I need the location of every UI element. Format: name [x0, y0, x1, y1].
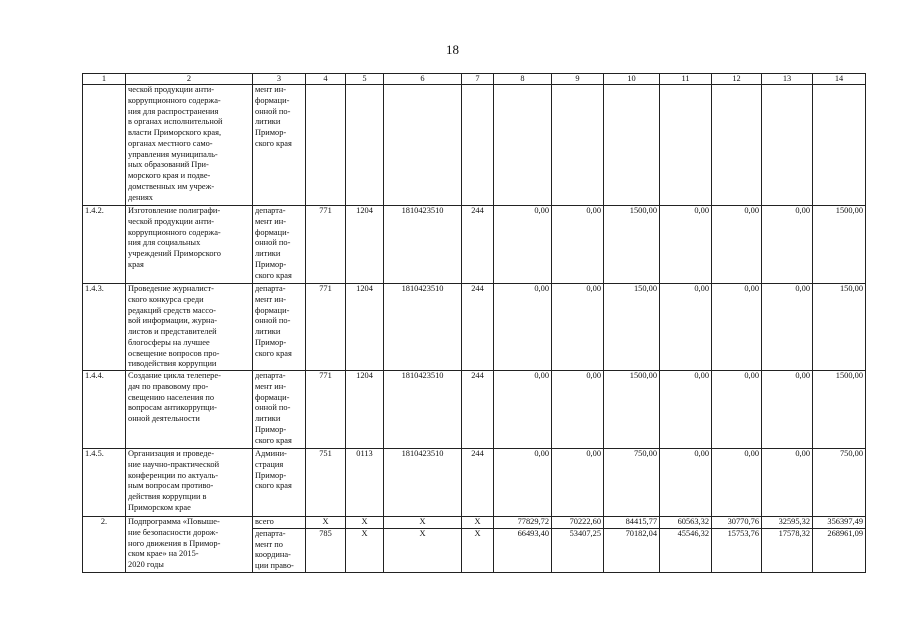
subprogram-executor: департа- мент по координа- ции право- — [253, 528, 306, 572]
cell-section: X — [346, 517, 384, 529]
cell-2017: 150,00 — [604, 284, 660, 371]
cell-grbs: 771 — [306, 206, 346, 284]
column-number-row — [83, 74, 866, 85]
cell-expense-type: 244 — [462, 206, 494, 284]
cell-total: 1500,00 — [813, 371, 866, 449]
cell-expense-type: 244 — [462, 284, 494, 371]
cell-2016 — [552, 85, 604, 206]
budget-table — [82, 73, 866, 573]
cell-2017: 84415,77 — [604, 517, 660, 529]
cell-grbs: 771 — [306, 371, 346, 449]
cell-2015: 66493,40 — [494, 528, 552, 572]
item-executor: департа- мент ин- формаци- онной по- литики Примор- ского края — [253, 206, 306, 284]
item-name: Организация и проведе- ние научно-практической конференции по актуаль- ным вопросам противо- действия коррупции в Приморском крае — [126, 449, 253, 517]
cell-2016: 0,00 — [552, 206, 604, 284]
cell-target: X — [384, 517, 462, 529]
cell-2017: 1500,00 — [604, 206, 660, 284]
cell-2020: 0,00 — [762, 371, 813, 449]
subprogram-number: 2. — [83, 517, 126, 573]
cell-grbs: 771 — [306, 284, 346, 371]
column-header: 13 — [762, 74, 813, 85]
item-name: Проведение журналист- ского конкурса среди редакций средств массо- вой информации, журна- листов и представителей блогосферы на лучшее освещение вопросов про- тиводействия коррупции — [126, 284, 253, 371]
cell-section: 1204 — [346, 206, 384, 284]
cell-2020: 32595,32 — [762, 517, 813, 529]
cell-section: X — [346, 528, 384, 572]
subprogram-total-label: всего — [253, 517, 306, 529]
item-executor: департа- мент ин- формаци- онной по- литики Примор- ского края — [253, 284, 306, 371]
column-header: 10 — [604, 74, 660, 85]
cell-2015 — [494, 85, 552, 206]
cell-section: 1204 — [346, 371, 384, 449]
column-header: 1 — [83, 74, 126, 85]
cell-total: 356397,49 — [813, 517, 866, 529]
cell-2015: 0,00 — [494, 284, 552, 371]
item-name: Создание цикла телепере- дач по правовому про- свещению населения по вопросам антикоррупци- онной деятельности — [126, 371, 253, 449]
cell-target: 1810423510 — [384, 371, 462, 449]
cell-2016: 0,00 — [552, 371, 604, 449]
cell-2019: 0,00 — [712, 449, 762, 517]
cell-2015: 0,00 — [494, 371, 552, 449]
cell-target: X — [384, 528, 462, 572]
cell-2015: 77829,72 — [494, 517, 552, 529]
cell-expense-type — [462, 85, 494, 206]
cell-target: 1810423510 — [384, 206, 462, 284]
cell-target — [384, 85, 462, 206]
cell-expense-type: 244 — [462, 449, 494, 517]
cell-section: 1204 — [346, 284, 384, 371]
cell-2019: 0,00 — [712, 206, 762, 284]
column-header: 12 — [712, 74, 762, 85]
subprogram-total-row — [83, 517, 866, 529]
cell-2018 — [660, 85, 712, 206]
cell-expense-type: X — [462, 517, 494, 529]
column-header: 9 — [552, 74, 604, 85]
cell-2017 — [604, 85, 660, 206]
column-header: 2 — [126, 74, 253, 85]
cell-2016: 0,00 — [552, 449, 604, 517]
subprogram-name: Подпрограмма «Повыше- ние безопасности дорож- ного движения в Примор- ском крае» на 2015- 2020 годы — [126, 517, 253, 573]
cell-2017: 750,00 — [604, 449, 660, 517]
column-header: 6 — [384, 74, 462, 85]
cell-2019: 0,00 — [712, 284, 762, 371]
cell-grbs: 785 — [306, 528, 346, 572]
cell-2018: 0,00 — [660, 206, 712, 284]
cell-2019: 0,00 — [712, 371, 762, 449]
cell-2017: 1500,00 — [604, 371, 660, 449]
cell-2019: 30770,76 — [712, 517, 762, 529]
cell-section — [346, 85, 384, 206]
cell-2016: 0,00 — [552, 284, 604, 371]
item-name: ческой продукции анти- коррупционного содержа- ния для распространения в органах исполнительной власти Приморского края, органах местного само- управления муниципаль- ных образований При- морского края и подве- домственных им учреж- дениях — [126, 85, 253, 206]
cell-2018: 0,00 — [660, 449, 712, 517]
item-executor: мент ин- формаци- онной по- литики Примор- ского края — [253, 85, 306, 206]
column-header: 11 — [660, 74, 712, 85]
cell-2018: 0,00 — [660, 371, 712, 449]
column-header: 4 — [306, 74, 346, 85]
cell-2016: 70222,60 — [552, 517, 604, 529]
table-row — [83, 371, 866, 449]
item-executor: департа- мент ин- формаци- онной по- литики Примор- ского края — [253, 371, 306, 449]
table-row — [83, 284, 866, 371]
item-name: Изготовление полиграфи- ческой продукции анти- коррупционного содержа- ния для социальных учреждений Приморского края — [126, 206, 253, 284]
cell-2020: 17578,32 — [762, 528, 813, 572]
column-header: 8 — [494, 74, 552, 85]
cell-2018: 45546,32 — [660, 528, 712, 572]
item-number — [83, 85, 126, 206]
cell-total: 150,00 — [813, 284, 866, 371]
cell-total: 268961,09 — [813, 528, 866, 572]
cell-grbs: X — [306, 517, 346, 529]
cell-2020 — [762, 85, 813, 206]
cell-target: 1810423510 — [384, 449, 462, 517]
table-row — [83, 206, 866, 284]
cell-2020: 0,00 — [762, 206, 813, 284]
cell-total: 750,00 — [813, 449, 866, 517]
cell-section: 0113 — [346, 449, 384, 517]
item-number: 1.4.2. — [83, 206, 126, 284]
cell-total — [813, 85, 866, 206]
cell-2019: 15753,76 — [712, 528, 762, 572]
page-number: 18 — [446, 42, 459, 57]
cell-expense-type: X — [462, 528, 494, 572]
cell-2015: 0,00 — [494, 449, 552, 517]
cell-total: 1500,00 — [813, 206, 866, 284]
item-executor: Админи- страция Примор- ского края — [253, 449, 306, 517]
cell-expense-type: 244 — [462, 371, 494, 449]
cell-2018: 60563,32 — [660, 517, 712, 529]
cell-target: 1810423510 — [384, 284, 462, 371]
cell-2016: 53407,25 — [552, 528, 604, 572]
table-row — [83, 85, 866, 206]
cell-grbs: 751 — [306, 449, 346, 517]
table-row — [83, 449, 866, 517]
column-header: 5 — [346, 74, 384, 85]
column-header: 3 — [253, 74, 306, 85]
cell-2019 — [712, 85, 762, 206]
item-number: 1.4.4. — [83, 371, 126, 449]
cell-2020: 0,00 — [762, 449, 813, 517]
cell-2018: 0,00 — [660, 284, 712, 371]
column-header: 14 — [813, 74, 866, 85]
cell-2015: 0,00 — [494, 206, 552, 284]
item-number: 1.4.3. — [83, 284, 126, 371]
column-header: 7 — [462, 74, 494, 85]
cell-2020: 0,00 — [762, 284, 813, 371]
cell-grbs — [306, 85, 346, 206]
item-number: 1.4.5. — [83, 449, 126, 517]
cell-2017: 70182,04 — [604, 528, 660, 572]
